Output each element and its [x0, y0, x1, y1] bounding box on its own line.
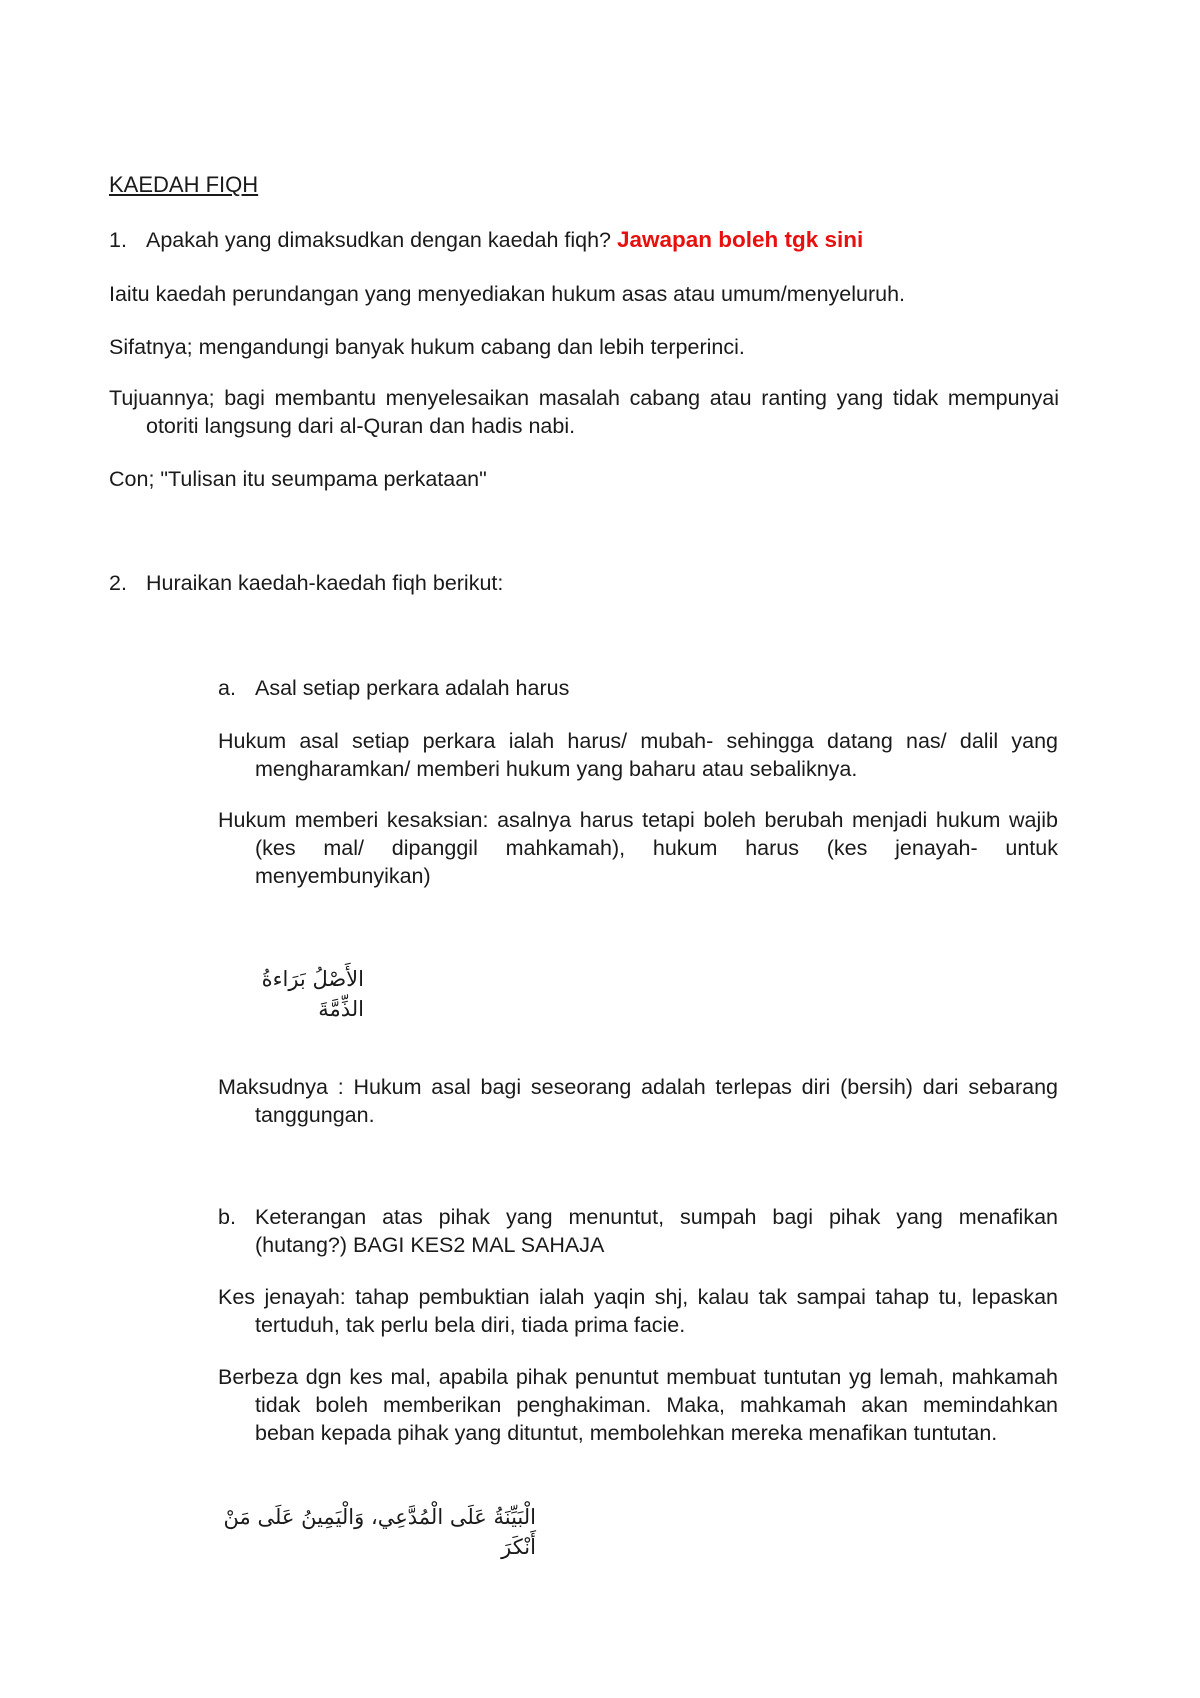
q1-purpose: Tujuannya; bagi membantu menyelesaikan masalah cabang atau ranting yang tidak mempunyai otoriti langsung dari al-Quran dan hadis nabi. — [109, 386, 1059, 438]
question-1-number: 1. — [109, 228, 127, 252]
item-b-label: b. — [218, 1205, 236, 1229]
item-a-para-2: Hukum memberi kesaksian: asalnya harus tetapi boleh berubah menjadi hukum wajib (kes mal/ dipanggil mahkamah), hukum harus (kes jenayah- untuk menyembunyikan) — [218, 808, 1058, 888]
document-title: KAEDAH FIQH — [109, 172, 259, 197]
question-2 — [109, 569, 1059, 597]
item-b-arabic-text: الْبَيِّنَةُ عَلَى الْمُدَّعِي، وَالْيَمِينُ عَلَى مَنْ أَنْكَرَ — [223, 1505, 536, 1559]
item-a-meaning: Maksudnya : Hukum asal bagi seseorang adalah terlepas diri (bersih) dari sebarang tanggungan. — [218, 1075, 1058, 1127]
q1-example: Con; "Tulisan itu seumpama perkataan" — [109, 467, 487, 491]
question-2-number: 2. — [109, 571, 127, 595]
item-a-para-1: Hukum asal setiap perkara ialah harus/ mubah- sehingga datang nas/ dalil yang mengharamkan/ memberi hukum yang baharu atau sebaliknya. — [218, 729, 1058, 781]
item-b-para-2: Berbeza dgn kes mal, apabila pihak penuntut membuat tuntutan yg lemah, mahkamah tidak boleh memberikan penghakiman. Maka, mahkamah akan memindahkan beban kepada pihak yang dituntut, membolehkan mereka menafikan tuntutan. — [218, 1365, 1058, 1445]
item-b-heading-text: Keterangan atas pihak yang menuntut, sumpah bagi pihak yang menafikan (hutang?) BAGI KES2 MAL SAHAJA — [255, 1205, 1058, 1257]
answer-link[interactable]: Jawapan boleh tgk sini — [616, 227, 864, 252]
item-a-label: a. — [218, 676, 236, 700]
question-1-text: Apakah yang dimaksudkan dengan kaedah fiqh? — [146, 228, 611, 252]
item-b-para-1: Kes jenayah: tahap pembuktian ialah yaqin shj, kalau tak sampai tahap tu, lepaskan tertuduh, tak perlu bela diri, tiada prima facie. — [218, 1285, 1058, 1337]
question-1 — [109, 226, 1059, 254]
q1-nature: Sifatnya; mengandungi banyak hukum cabang dan lebih terperinci. — [109, 335, 745, 359]
question-2-text: Huraikan kaedah-kaedah fiqh berikut: — [146, 571, 504, 595]
q1-definition: Iaitu kaedah perundangan yang menyediakan hukum asas atau umum/menyeluruh. — [109, 282, 906, 306]
item-a-arabic-text: الأَصْلُ بَرَاءةُ الذِّمَّةَ — [261, 967, 364, 1021]
item-a-heading — [218, 674, 1058, 702]
item-a-heading-text: Asal setiap perkara adalah harus — [255, 676, 570, 700]
item-b-heading — [218, 1203, 1058, 1259]
